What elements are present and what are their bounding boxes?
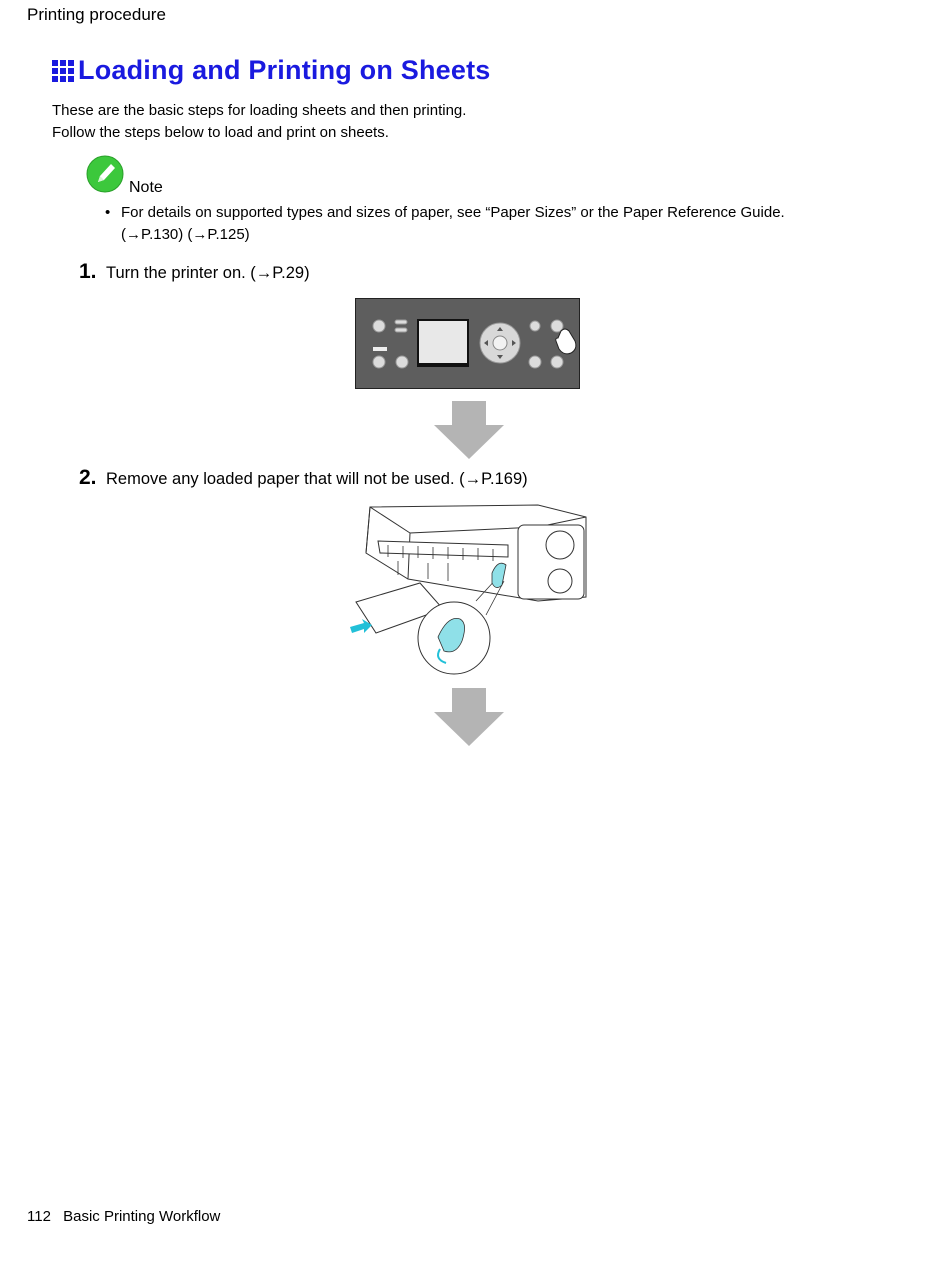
note-text: For details on supported types and sizes of paper, see “Paper Sizes” or the Paper Reference Guide. xyxy=(121,204,785,221)
down-arrow-icon xyxy=(434,401,504,459)
note-label: Note xyxy=(129,179,163,196)
down-arrow-icon xyxy=(434,688,504,746)
page-title-text: Loading and Printing on Sheets xyxy=(78,55,491,85)
grid-icon xyxy=(52,60,74,82)
note-bullet: • xyxy=(105,204,111,221)
intro-line-1: These are the basic steps for loading sheets and then printing. xyxy=(52,102,467,119)
printer-paper-removal-illustration xyxy=(348,497,590,679)
page-number: 112 xyxy=(27,1208,51,1225)
step-2-number: 2. xyxy=(79,466,97,489)
footer-title: Basic Printing Workflow xyxy=(63,1208,221,1225)
pencil-icon xyxy=(86,155,124,193)
intro-line-2: Follow the steps below to load and print on sheets. xyxy=(52,124,389,141)
page-title xyxy=(52,55,491,86)
step-1-text: Turn the printer on. (→P.29) xyxy=(106,264,310,282)
step-2-text: Remove any loaded paper that will not be used. (→P.169) xyxy=(106,470,528,488)
step-1-number: 1. xyxy=(79,260,97,283)
control-panel-illustration xyxy=(355,298,580,389)
note-page-refs[interactable]: (→P.130) (→P.125) xyxy=(121,226,250,243)
page-footer xyxy=(27,1208,220,1225)
running-header: Printing procedure xyxy=(27,5,166,24)
